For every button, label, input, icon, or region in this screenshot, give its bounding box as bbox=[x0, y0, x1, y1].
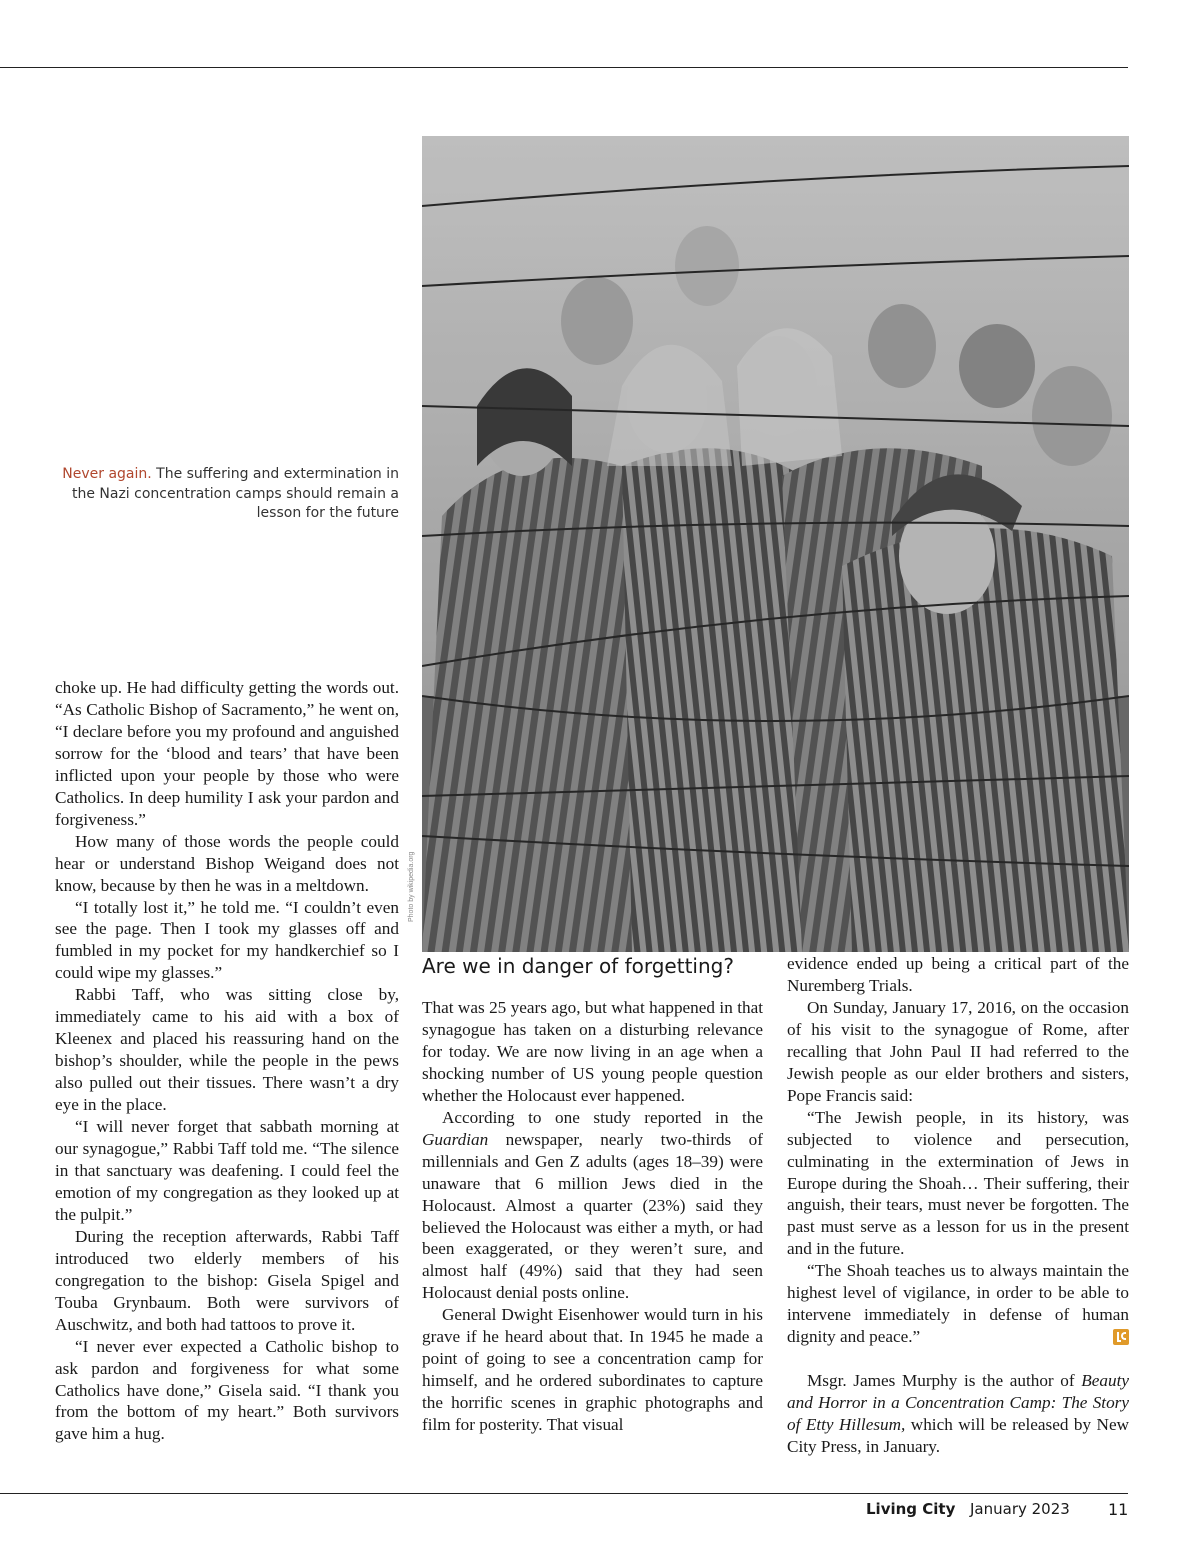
text-run: According to one study reported in the bbox=[442, 1107, 763, 1127]
bottom-rule bbox=[0, 1493, 1128, 1494]
paragraph: “I never ever expected a Catholic bishop to ask pardon and forgiveness for what some Catholics have done,” Gisela said. “I thank you from the bottom of my heart.” Both survivors gave him a hug. bbox=[55, 1336, 399, 1444]
paragraph: During the reception afterwards, Rabbi Taff introduced two elderly members of his congregation to the bishop: Gisela Spigel and Touba Grynbaum. Both were survivors of Auschwitz, and both had tattoos to prove it. bbox=[55, 1226, 399, 1334]
holocaust-children-photo bbox=[422, 136, 1129, 952]
caption-text: The suffering and extermination in the Nazi concentration camps should remain a lesson for the future bbox=[71, 466, 399, 521]
paragraph: On Sunday, January 17, 2016, on the occasion of his visit to the synagogue of Rome, after recalling that John Paul II had referred to the Jewish people as our elder brothers and sisters, Pope Francis said: bbox=[787, 997, 1129, 1105]
article-column-1 bbox=[55, 677, 399, 1445]
paragraph: “I will never forget that sabbath morning at our synagogue,” Rabbi Taff told me. “The silence in that sanctuary was deafening. I could feel the emotion of my congregation as they looked up at the pulpit.” bbox=[55, 1117, 399, 1224]
photo-credit-text: Photo by wikipedia.org bbox=[408, 851, 415, 922]
text-run: newspaper, nearly two-thirds of millennials and Gen Z adults (ages 18–39) were unaware that 6 million Jews died in the Holocaust. Almost a quarter (23%) said they believed the Holocaust was either a myth, or had been exaggerated, or they weren’t sure, and almost half (49%) said that they had seen Holocaust denial posts online. bbox=[422, 1129, 763, 1303]
top-rule bbox=[0, 67, 1128, 68]
paragraph: choke up. He had difficulty getting the words out. “As Catholic Bishop of Sacramento,” he went on, “I declare before you my profound and anguished sorrow for the ‘blood and tears’ that have been inflicted upon your people by those who were Catholics. In deep humility I ask your pardon and forgiveness.” bbox=[55, 678, 399, 829]
page-number: 11 bbox=[1108, 1500, 1129, 1519]
footer-magazine: Living City bbox=[866, 1500, 956, 1518]
paragraph: General Dwight Eisenhower would turn in his grave if he heard about that. In 1945 he made a point of going to see a concentration camp for himself, and he ordered subordinates to capture the horrific scenes in graphic photographs and film for posterity. That visual bbox=[422, 1305, 763, 1435]
paragraph bbox=[787, 1260, 1129, 1348]
living-city-end-mark-icon bbox=[1113, 1329, 1129, 1345]
text-run: Msgr. James Murphy is the author of bbox=[807, 1371, 1082, 1391]
paragraph: evidence ended up being a critical part of the Nuremberg Trials. bbox=[787, 954, 1129, 995]
paragraph: How many of those words the people could hear or understand Bishop Weigand does not know, because by then he was in a meltdown. bbox=[55, 831, 399, 895]
text-run: which will be released by New City Press, in January. bbox=[787, 1415, 1129, 1457]
text-run: “The Shoah teaches us to always maintain the highest level of vigilance, in order to be able to intervene immediately in defense of human dignity and peace.” bbox=[787, 1261, 1129, 1347]
footer-date: January 2023 bbox=[970, 1500, 1070, 1518]
author-bio bbox=[787, 1370, 1129, 1458]
paragraph: “The Jewish people, in its history, was subjected to violence and persecution, culminating in the extermination of Jews in Europe during the Shoah… Their suffering, their anguish, their tears, must never be forgotten. The past must serve as a lesson for us in the present and in the future. bbox=[787, 1107, 1129, 1259]
photo-caption bbox=[40, 465, 399, 524]
book-title: Beauty and Horror in a Concentration Camp: The Story of Etty Hillesum, bbox=[787, 1371, 1129, 1435]
paragraph: Rabbi Taff, who was sitting close by, immediately came to his aid with a box of Kleenex and placed his reassuring hand on the bishop’s shoulder, while the people in the pews also pulled out their tissues. There wasn’t a dry eye in the place. bbox=[55, 985, 399, 1115]
article-column-2 bbox=[422, 997, 763, 1436]
caption-lead: Never again. bbox=[62, 466, 152, 482]
photo-credit bbox=[408, 840, 422, 922]
publication-name: Guardian bbox=[422, 1129, 489, 1149]
paragraph bbox=[422, 1107, 763, 1305]
article-column-3 bbox=[787, 953, 1129, 1458]
paragraph: That was 25 years ago, but what happened in that synagogue has taken on a disturbing relevance for today. We are now living in an age when a shocking number of US young people question whether the Holocaust ever happened. bbox=[422, 998, 763, 1105]
paragraph: “I totally lost it,” he told me. “I couldn’t even see the page. Then I took my glasses off and fumbled in my pocket for my handkerchief so I could wipe my glasses.” bbox=[55, 897, 399, 983]
section-heading: Are we in danger of forgetting? bbox=[422, 954, 734, 978]
